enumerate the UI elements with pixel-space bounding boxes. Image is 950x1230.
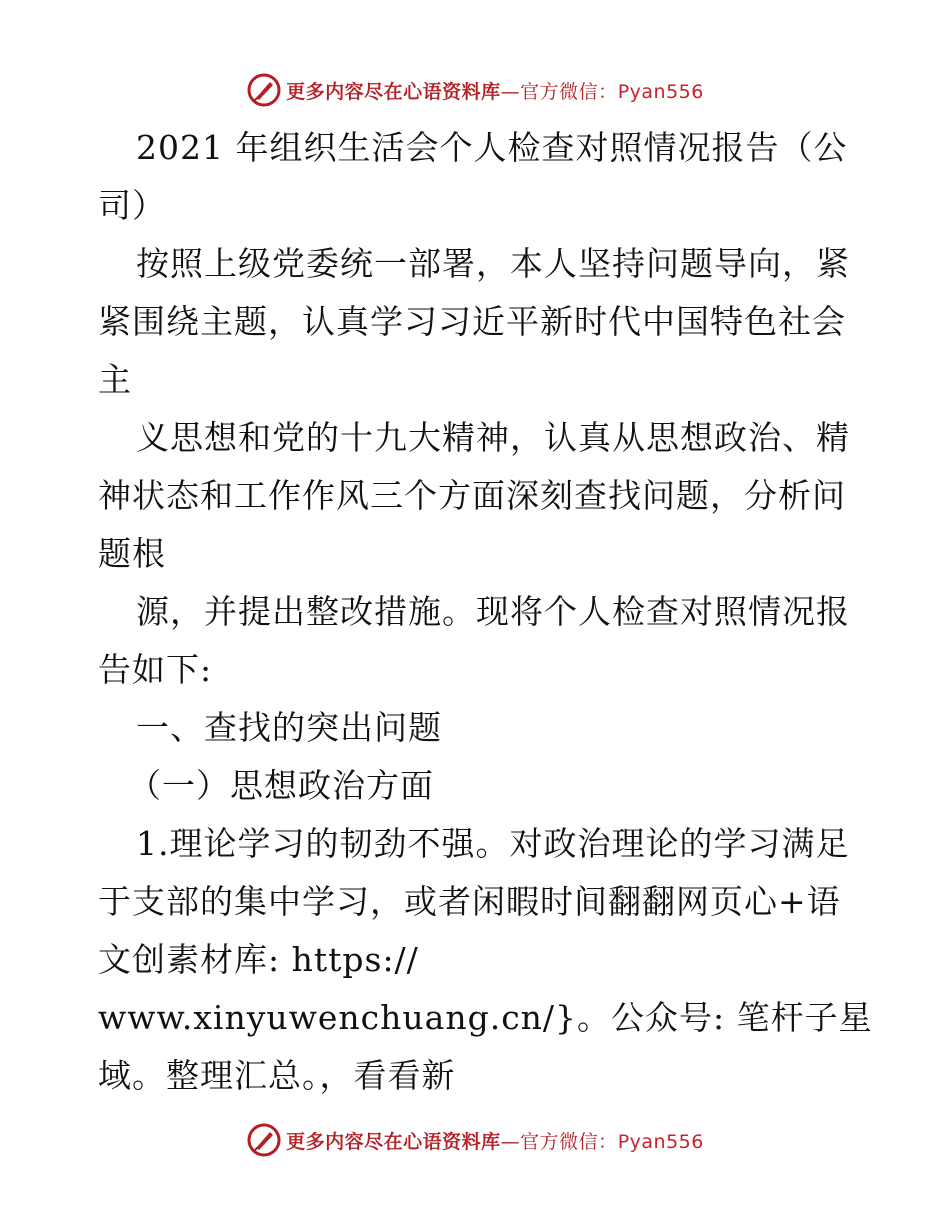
footer-wechat-label: 官方微信：	[520, 1130, 618, 1153]
paragraph-line: 神状态和工作作风三个方面深刻查找问题，分析问	[98, 476, 846, 515]
footer-banner	[0, 1118, 950, 1162]
document-body	[98, 119, 873, 1105]
paragraph-line: 文创素材库: https://	[98, 940, 419, 979]
header-banner	[0, 68, 950, 112]
paragraph-line: 主	[98, 360, 132, 399]
paragraph-line: 按照上级党委统一部署，本人坚持问题导向，紧	[136, 244, 850, 283]
quill-logo-icon	[246, 1122, 282, 1158]
header-text	[286, 77, 704, 104]
header-dash: —	[500, 80, 521, 103]
section-heading: 一、查找的突出问题	[136, 708, 442, 747]
paragraph-line: www.xinyuwenchuang.cn/}。公众号: 笔杆子星	[98, 998, 873, 1037]
paragraph-line: 紧围绕主题，认真学习习近平新时代中国特色社会	[98, 302, 846, 341]
footer-text	[286, 1127, 704, 1154]
header-wechat-label: 官方微信：	[520, 80, 618, 103]
header-main-text: 更多内容尽在心语资料库	[286, 80, 501, 103]
doc-title-line-1: 2021 年组织生活会个人检查对照情况报告（公	[136, 128, 848, 167]
paragraph-line: 义思想和党的十九大精神，认真从思想政治、精	[136, 418, 850, 457]
footer-dash: —	[500, 1130, 521, 1153]
paragraph-line: 题根	[98, 534, 166, 573]
paragraph-line: 告如下:	[98, 650, 213, 689]
subsection-heading: （一）思想政治方面	[128, 766, 434, 805]
paragraph-line: 域。整理汇总。，看看新	[98, 1056, 456, 1095]
header-wechat-id: Pyan556	[617, 80, 704, 103]
paragraph-line: 源，并提出整改措施。现将个人检查对照情况报	[136, 592, 850, 631]
quill-logo-icon	[246, 72, 282, 108]
paragraph-line: 1.理论学习的韧劲不强。对政治理论的学习满足	[136, 824, 850, 863]
doc-title-line-2: 司）	[98, 186, 166, 225]
footer-wechat-id: Pyan556	[617, 1130, 704, 1153]
footer-main-text: 更多内容尽在心语资料库	[286, 1130, 501, 1153]
paragraph-line: 于支部的集中学习，或者闲暇时间翻翻网页心+语	[98, 882, 841, 921]
